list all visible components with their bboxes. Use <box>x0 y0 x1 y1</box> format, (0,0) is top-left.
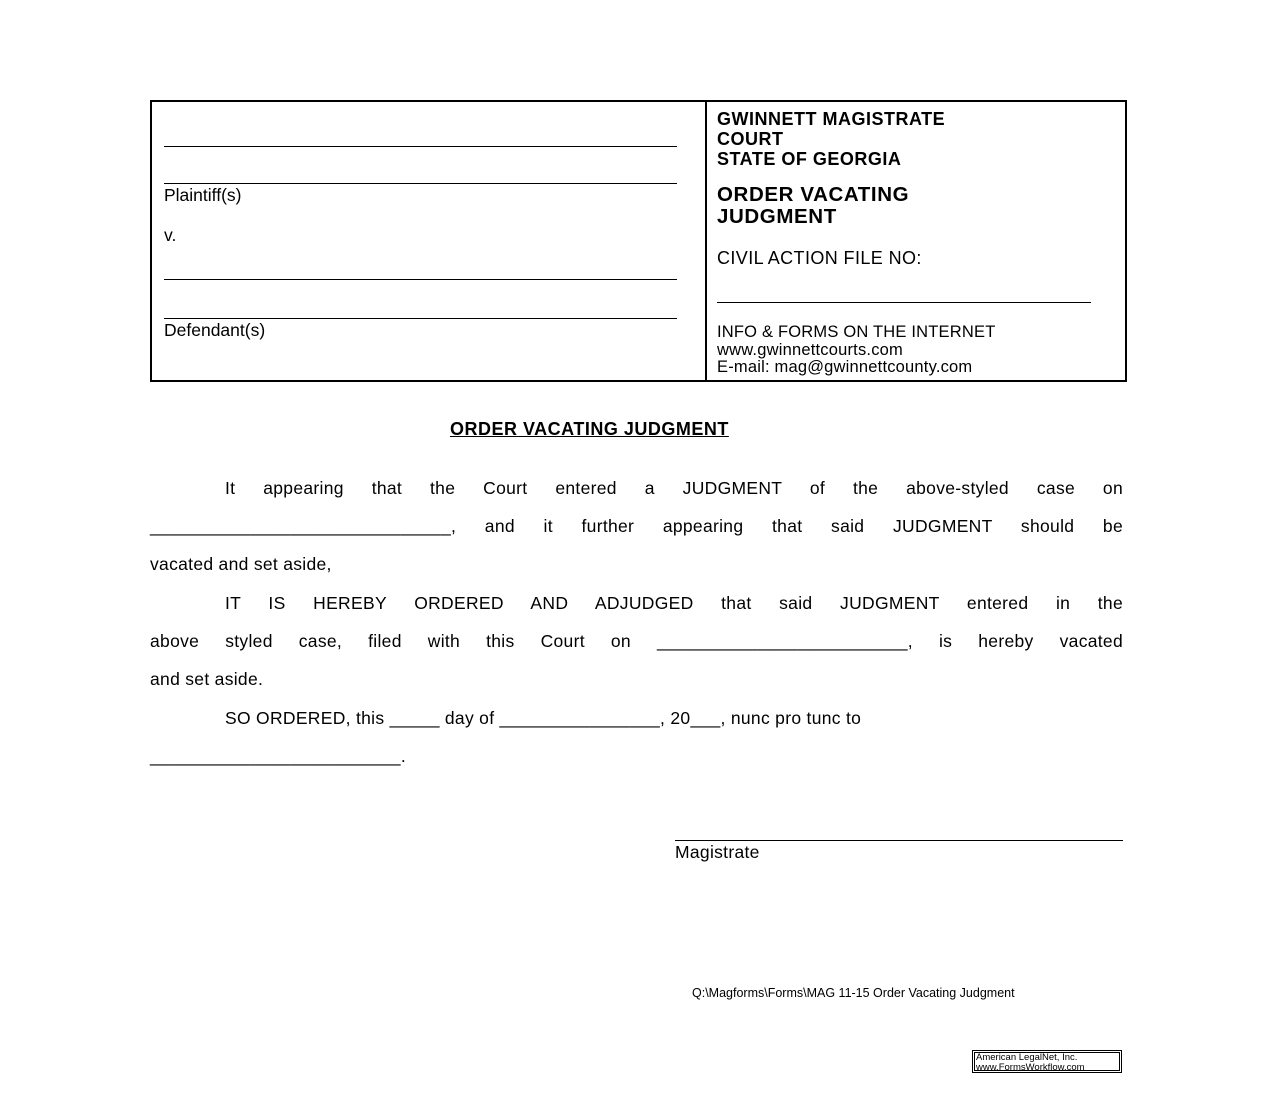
plaintiff-label: Plaintiff(s) <box>164 185 242 205</box>
defendant-line-1[interactable] <box>164 279 677 280</box>
order-title-line-1: ORDER VACATING <box>717 183 910 206</box>
vendor-name: American LegalNet, Inc. <box>976 1052 1078 1063</box>
plaintiff-line-1[interactable] <box>164 146 677 147</box>
vendor-badge <box>972 1050 1122 1073</box>
paragraph-1-line-1: It appearing that the Court entered a JUDGMENT of the above-styled case on <box>225 478 1123 498</box>
vendor-website: www.FormsWorkflow.com <box>976 1061 1085 1073</box>
caption-divider <box>705 102 707 380</box>
defendant-line-2[interactable] <box>164 318 677 319</box>
court-state: STATE OF GEORGIA <box>717 149 902 169</box>
paragraph-2-line-1: IT IS HEREBY ORDERED AND ADJUDGED that said JUDGMENT entered in the <box>225 593 1123 613</box>
document-title: ORDER VACATING JUDGMENT <box>450 419 729 439</box>
court-name-line-2: COURT <box>717 129 784 149</box>
paragraph-2-line-3: and set aside. <box>150 669 264 689</box>
case-caption-box <box>150 100 1127 382</box>
info-forms-label: INFO & FORMS ON THE INTERNET <box>717 323 996 341</box>
paragraph-1-line-3: vacated and set aside, <box>150 554 332 574</box>
paragraph-3-line-1: SO ORDERED, this _____ day of ________________, 20___, nunc pro tunc to <box>225 708 862 728</box>
court-website[interactable]: www.gwinnettcourts.com <box>717 341 903 359</box>
civil-action-number-line[interactable] <box>717 302 1091 303</box>
civil-action-label: CIVIL ACTION FILE NO: <box>717 248 922 268</box>
form-file-path: Q:\Magforms\Forms\MAG 11-15 Order Vacating Judgment <box>692 986 1015 1000</box>
order-title-line-2: JUDGMENT <box>717 205 837 228</box>
signature-label: Magistrate <box>675 842 760 862</box>
court-email[interactable]: E-mail: mag@gwinnettcounty.com <box>717 358 973 376</box>
court-name-line-1: GWINNETT MAGISTRATE <box>717 109 946 129</box>
paragraph-2-line-2: above styled case, filed with this Court on _________________________, is hereby vacated <box>150 631 1123 651</box>
signature-line[interactable] <box>675 840 1123 841</box>
paragraph-3-line-2: _________________________. <box>150 746 406 766</box>
defendant-label: Defendant(s) <box>164 320 266 340</box>
paragraph-1-line-2: ______________________________, and it further appearing that said JUDGMENT should be <box>150 516 1123 536</box>
vendor-badge-inner-border <box>974 1052 1120 1071</box>
versus-label: v. <box>164 225 177 245</box>
plaintiff-line-2[interactable] <box>164 183 677 184</box>
